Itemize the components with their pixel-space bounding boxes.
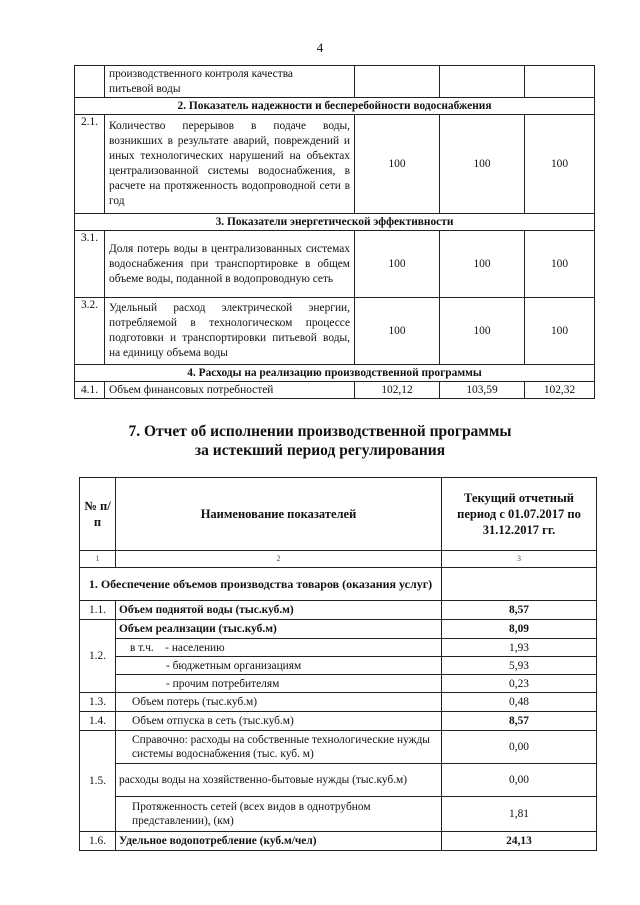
- table-row: [75, 115, 595, 214]
- value-cell: 8,57: [442, 601, 597, 620]
- row-name: Справочно: расходы на собственные технологические нужды системы водоснабжения (тыс. куб. м): [116, 731, 442, 764]
- value-cell: 100: [525, 231, 595, 298]
- value-cell: 100: [355, 231, 440, 298]
- value-cell: 1,93: [442, 639, 597, 657]
- header-num: № п/п: [80, 478, 116, 551]
- table-row: [80, 731, 597, 764]
- report-table: [79, 477, 597, 851]
- header-row: [80, 478, 597, 551]
- value-cell: 102,32: [525, 382, 595, 399]
- page-number: 4: [316, 40, 324, 55]
- colnum-1: 1: [80, 551, 116, 568]
- value-cell: 100: [355, 115, 440, 214]
- row-number: 1.1.: [80, 601, 116, 620]
- colnum-row: [80, 551, 597, 568]
- header-name: Наименование показателей: [116, 478, 442, 551]
- table-row: [80, 693, 597, 712]
- value-cell: 24,13: [442, 832, 597, 851]
- section-row: [75, 214, 595, 231]
- value-cell: 100: [440, 115, 525, 214]
- value-cell: 0,00: [442, 731, 597, 764]
- value-cell: 5,93: [442, 657, 597, 675]
- section-heading-2: 2. Показатель надежности и бесперебойности водоснабжения: [75, 98, 595, 115]
- table-row: [75, 298, 595, 365]
- section-row: [75, 98, 595, 115]
- section-row: [80, 568, 597, 601]
- table-row: [75, 382, 595, 399]
- value-cell: [355, 66, 440, 98]
- indicators-table: [74, 65, 595, 399]
- row-name: Удельное водопотребление (куб.м/чел): [116, 832, 442, 851]
- value-cell: [525, 66, 595, 98]
- row-name: в т.ч. - населению: [116, 639, 442, 657]
- row-name: Объем поднятой воды (тыс.куб.м): [116, 601, 442, 620]
- row-text: производственного контроля качества питьевой воды: [105, 66, 355, 98]
- row-text: Удельный расход электрической энергии, потребляемой в технологическом процессе подготовки и транспортировки питьевой воды, на единицу объема воды: [105, 298, 355, 365]
- row-number: 1.4.: [80, 712, 116, 731]
- table-row: [80, 764, 597, 797]
- value-cell: 103,59: [440, 382, 525, 399]
- table-row: [80, 675, 597, 693]
- row-number: 2.1.: [75, 115, 105, 214]
- table-row: [75, 66, 595, 98]
- table-row: [80, 657, 597, 675]
- value-cell: [442, 568, 597, 601]
- table-row: [75, 231, 595, 298]
- table-row: [80, 601, 597, 620]
- table-row: [80, 832, 597, 851]
- table-row: [80, 712, 597, 731]
- value-cell: 0,00: [442, 764, 597, 797]
- row-text: Объем финансовых потребностей: [105, 382, 355, 399]
- report-title-line1: 7. Отчет об исполнении производственной программы: [128, 423, 512, 440]
- row-name: Объем реализации (тыс.куб.м): [116, 620, 442, 639]
- value-cell: 8,09: [442, 620, 597, 639]
- row-number: 3.1.: [75, 231, 105, 298]
- colnum-2: 2: [116, 551, 442, 568]
- value-cell: [440, 66, 525, 98]
- row-text: Доля потерь воды в централизованных системах водоснабжения при транспортировке в общем объеме воды, поданной в водопроводную сеть: [105, 231, 355, 298]
- row-name: Объем потерь (тыс.куб.м): [116, 693, 442, 712]
- row-name: Объем отпуска в сеть (тыс.куб.м): [116, 712, 442, 731]
- row-text: Количество перерывов в подаче воды, возникших в результате аварий, повреждений и иных технологических нарушений на объектах централизованной системы водоснабжения, в расчете на протяженность водопроводной сети в год: [105, 115, 355, 214]
- row-number: 3.2.: [75, 298, 105, 365]
- value-cell: 8,57: [442, 712, 597, 731]
- row-name: - бюджетным организациям: [116, 657, 442, 675]
- value-cell: 100: [440, 231, 525, 298]
- value-cell: 0,48: [442, 693, 597, 712]
- colnum-3: 3: [442, 551, 597, 568]
- value-cell: 100: [525, 115, 595, 214]
- report-title-line2: за истекший период регулирования: [194, 442, 446, 459]
- row-number: [75, 66, 105, 98]
- row-number: 1.3.: [80, 693, 116, 712]
- value-cell: 0,23: [442, 675, 597, 693]
- table-row: [80, 797, 597, 832]
- row-number: 1.6.: [80, 832, 116, 851]
- row-name: - прочим потребителям: [116, 675, 442, 693]
- header-period: Текущий отчетный период с 01.07.2017 по 31.12.2017 гг.: [442, 478, 597, 551]
- section-heading-1: 1. Обеспечение объемов производства товаров (оказания услуг): [80, 568, 442, 601]
- value-cell: 1,81: [442, 797, 597, 832]
- section-heading-3: 3. Показатели энергетической эффективности: [75, 214, 595, 231]
- section-heading-4: 4. Расходы на реализацию производственной программы: [75, 365, 595, 382]
- value-cell: 102,12: [355, 382, 440, 399]
- value-cell: 100: [355, 298, 440, 365]
- row-number: 4.1.: [75, 382, 105, 399]
- row-number: 1.5.: [80, 731, 116, 832]
- row-number: 1.2.: [80, 620, 116, 693]
- table-row: [80, 639, 597, 657]
- value-cell: 100: [440, 298, 525, 365]
- row-name: Протяженность сетей (всех видов в однотрубном представлении), (км): [116, 797, 442, 832]
- row-name: расходы воды на хозяйственно-бытовые нужды (тыс.куб.м): [116, 764, 442, 797]
- value-cell: 100: [525, 298, 595, 365]
- table-row: [80, 620, 597, 639]
- section-row: [75, 365, 595, 382]
